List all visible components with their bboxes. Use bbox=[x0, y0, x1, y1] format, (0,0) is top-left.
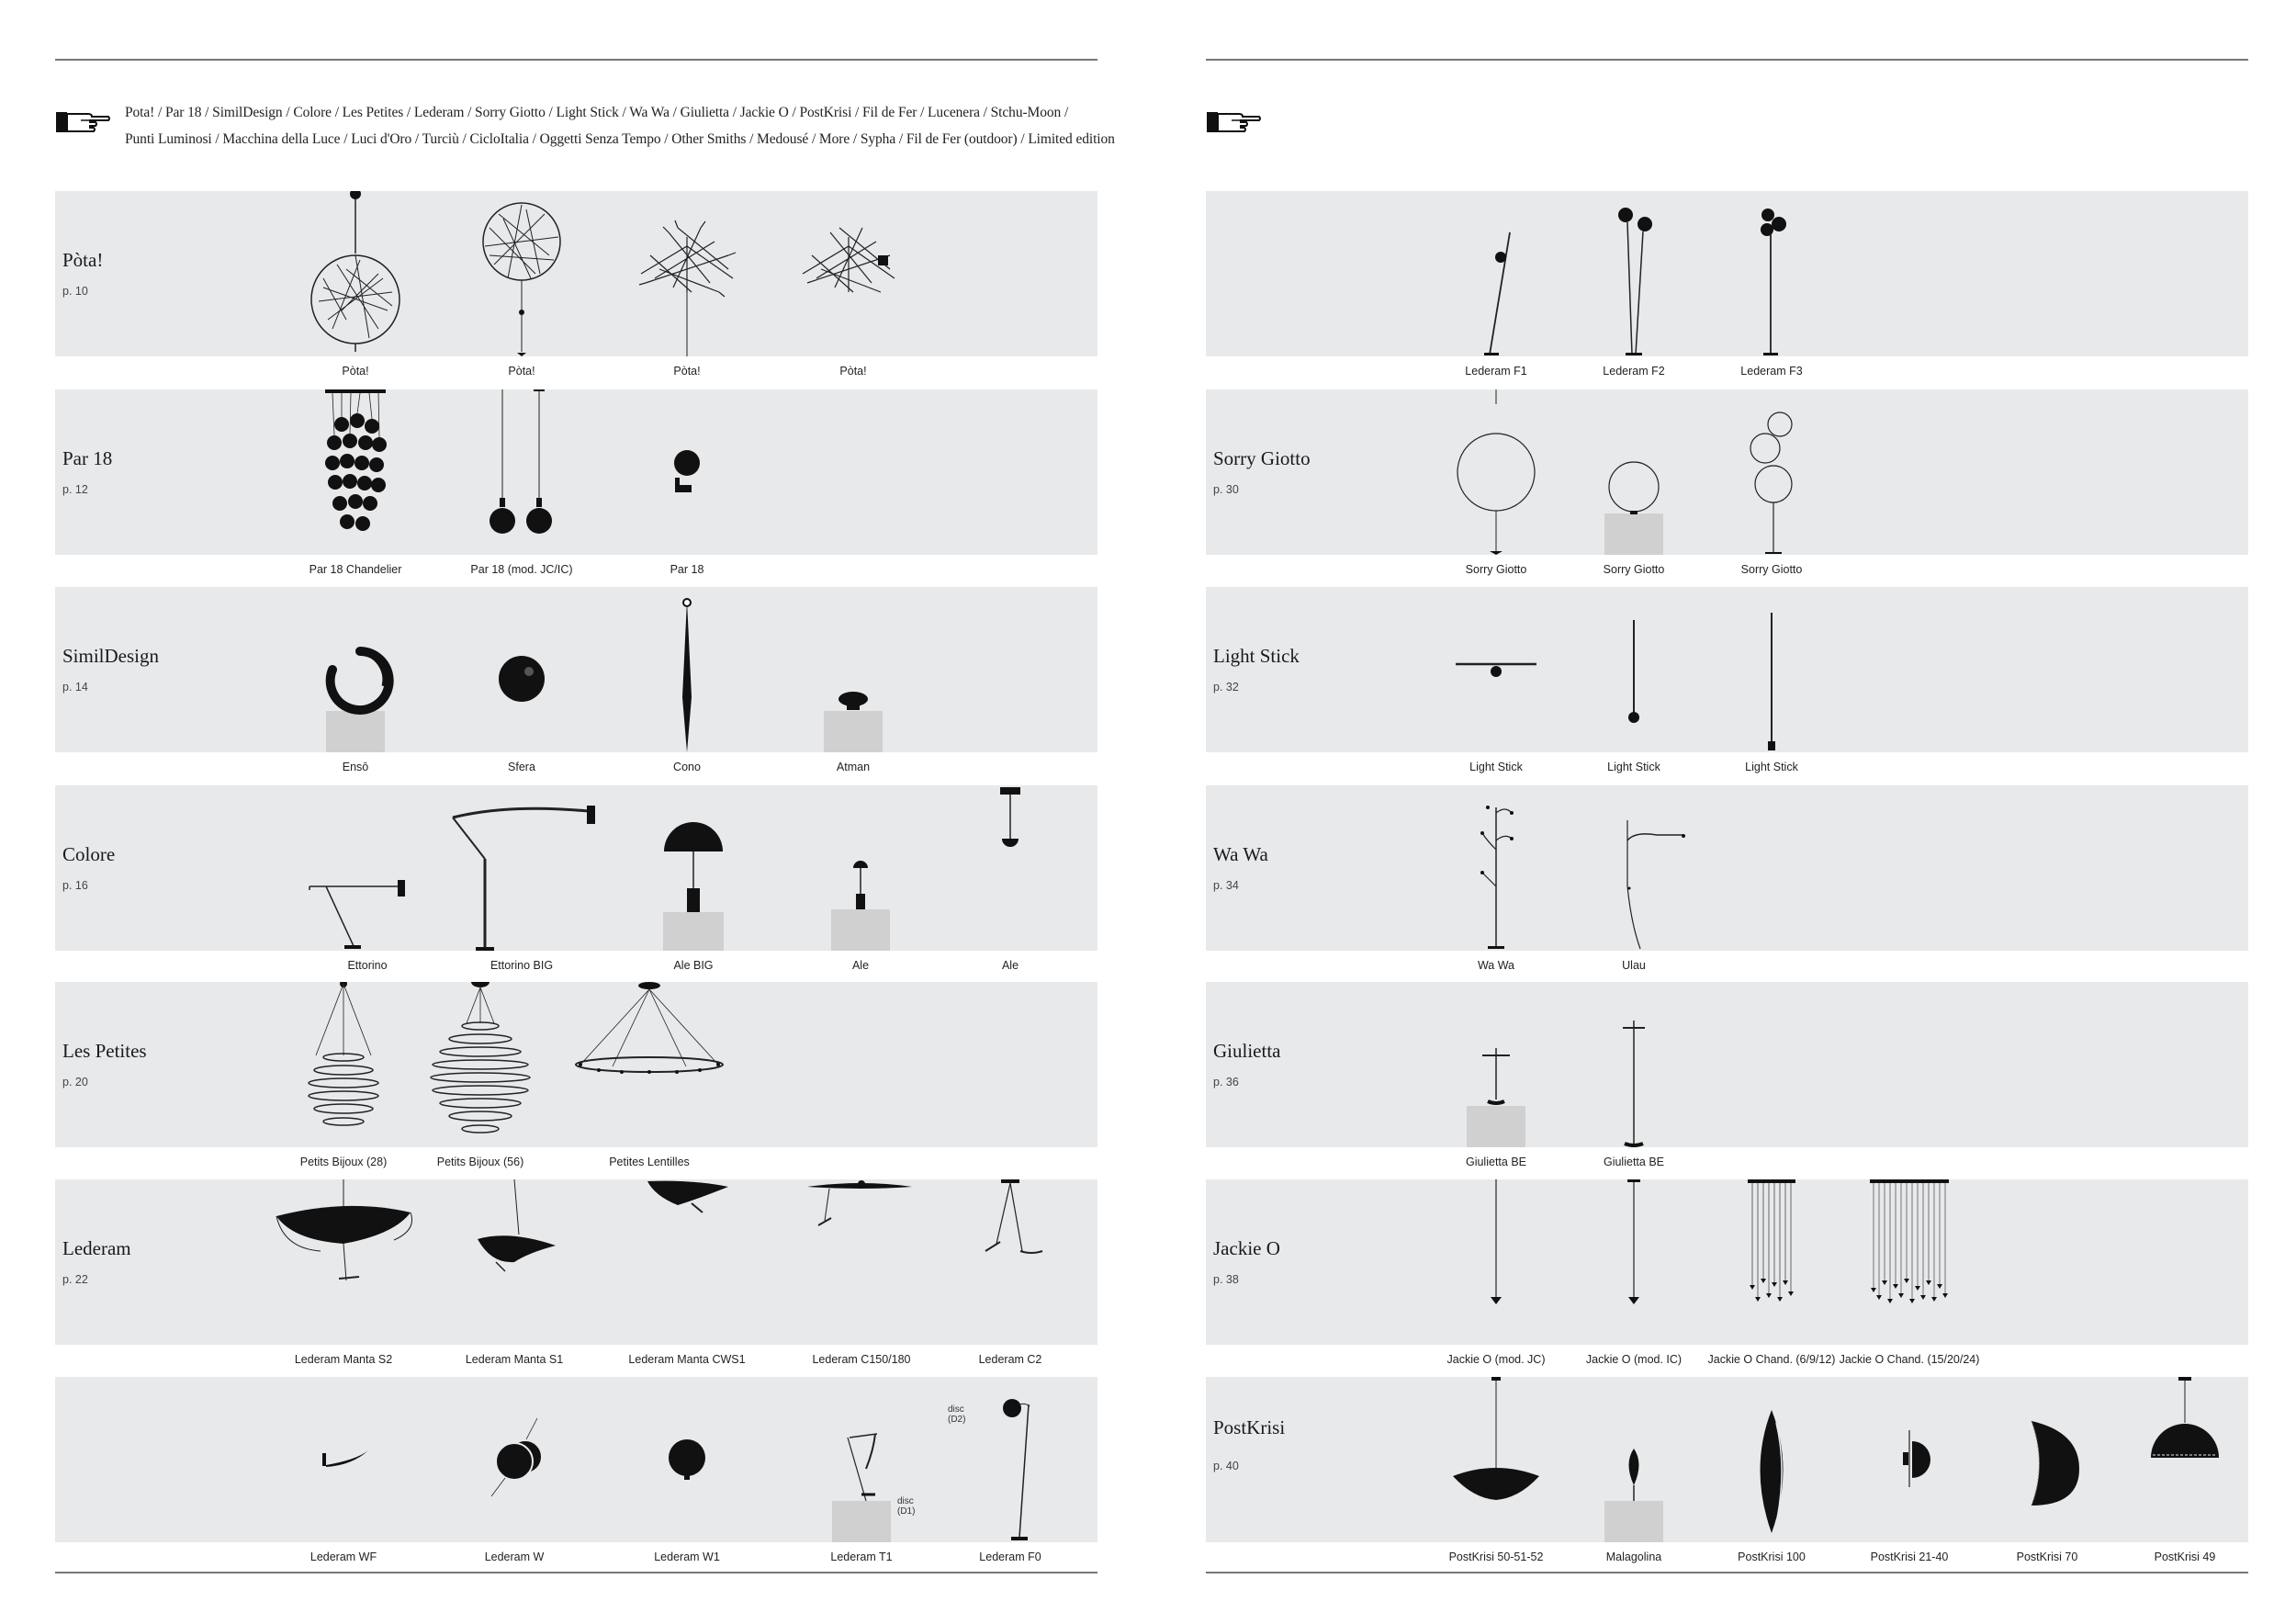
product-caption: Cono bbox=[673, 761, 701, 773]
ulau-lamp-icon bbox=[1547, 785, 1721, 951]
product-item[interactable] bbox=[434, 587, 609, 784]
product-caption: Lederam C150/180 bbox=[812, 1353, 911, 1366]
pointing-hand-icon bbox=[1206, 105, 1261, 136]
cono-lamp-icon bbox=[600, 587, 774, 752]
product-item[interactable] bbox=[600, 1377, 774, 1574]
product-caption: Lederam W bbox=[484, 1551, 545, 1563]
petits-bijoux-56-icon bbox=[393, 982, 568, 1147]
product-item[interactable] bbox=[434, 785, 609, 983]
par18-pendant-icon bbox=[434, 389, 609, 555]
ale-lamp-icon bbox=[773, 785, 948, 951]
product-caption: Ale bbox=[851, 959, 870, 972]
section-page: p. 22 bbox=[62, 1273, 88, 1286]
product-item[interactable] bbox=[1547, 982, 1721, 1179]
product-caption: PostKrisi 100 bbox=[1738, 1551, 1806, 1563]
lederam-manta-s2-icon bbox=[256, 1179, 431, 1345]
product-caption: Jackie O (mod. JC) bbox=[1446, 1353, 1546, 1366]
product-item[interactable] bbox=[393, 982, 568, 1179]
section-page: p. 34 bbox=[1213, 879, 1239, 892]
section-title: Pòta! bbox=[62, 249, 104, 271]
product-caption: Sorry Giotto bbox=[1603, 563, 1665, 576]
section-title: Light Stick bbox=[1213, 645, 1300, 667]
product-caption: Giulietta BE bbox=[1465, 1156, 1526, 1168]
product-caption: Lederam F0 bbox=[979, 1551, 1041, 1563]
product-row-giulietta bbox=[1206, 982, 2248, 1179]
product-caption: Lederam Manta CWS1 bbox=[628, 1353, 746, 1366]
disc-d1-label: disc (D1) bbox=[897, 1496, 916, 1517]
section-title: Jackie O bbox=[1213, 1237, 1280, 1259]
section-page: p. 40 bbox=[1213, 1460, 1239, 1472]
product-caption: Light Stick bbox=[1745, 761, 1798, 773]
ale-big-lamp-icon bbox=[606, 785, 781, 951]
bottom-rule bbox=[55, 1572, 1097, 1573]
pota-branch-lamp-icon bbox=[600, 191, 774, 356]
section-page: p. 30 bbox=[1213, 483, 1239, 496]
product-item[interactable] bbox=[1822, 1179, 1997, 1377]
product-item[interactable] bbox=[280, 785, 455, 983]
product-item[interactable] bbox=[256, 1179, 431, 1377]
section-page: p. 36 bbox=[1213, 1076, 1239, 1088]
product-item[interactable] bbox=[1684, 191, 1859, 389]
sorry-giotto-floor-icon bbox=[1684, 389, 1859, 555]
product-caption: Par 18 (mod. JC/IC) bbox=[470, 563, 573, 576]
product-item[interactable] bbox=[766, 587, 940, 784]
section-page: p. 14 bbox=[62, 681, 88, 694]
collection-index bbox=[125, 99, 1115, 152]
postkrisi-49-icon bbox=[2098, 1377, 2272, 1542]
lederam-f0-icon bbox=[923, 1377, 1097, 1542]
product-caption: Lederam T1 bbox=[830, 1551, 893, 1563]
pota-branch-wall-lamp-icon bbox=[766, 191, 940, 356]
section-title: Lederam bbox=[62, 1237, 131, 1259]
product-caption: Lederam WF bbox=[310, 1551, 377, 1563]
product-caption: Lederam F3 bbox=[1740, 365, 1803, 378]
product-row-lederam-floor bbox=[1206, 191, 2248, 389]
pota-sphere-lamp-icon bbox=[434, 191, 609, 356]
product-item[interactable] bbox=[923, 785, 1097, 983]
product-caption: Atman bbox=[836, 761, 871, 773]
product-caption: PostKrisi 70 bbox=[2016, 1551, 2078, 1563]
collection-index-line-1: Pota! / Par 18 / SimilDesign / Colore / Les Petites / Lederam / Sorry Giotto / Light Stick / Wa Wa / Giulietta / Jackie O / PostKrisi / Fil de Fer / Lucenera / Stchu-Moon / bbox=[125, 105, 1069, 120]
section-title: Giulietta bbox=[1213, 1040, 1281, 1062]
product-caption: Lederam C2 bbox=[978, 1353, 1042, 1366]
product-item[interactable] bbox=[268, 587, 443, 784]
section-page: p. 32 bbox=[1213, 681, 1239, 694]
product-caption: Petits Bijoux (56) bbox=[436, 1156, 524, 1168]
product-caption: Light Stick bbox=[1607, 761, 1660, 773]
bottom-rule bbox=[1206, 1572, 2248, 1573]
giulietta-be-floor-icon bbox=[1547, 982, 1721, 1147]
product-caption: Sorry Giotto bbox=[1465, 563, 1527, 576]
sfera-lamp-icon bbox=[434, 587, 609, 752]
atman-lamp-icon bbox=[766, 587, 940, 752]
product-row-lederam-wall bbox=[55, 1377, 1097, 1574]
product-item[interactable] bbox=[923, 1377, 1097, 1574]
top-rule bbox=[55, 59, 1097, 61]
product-item[interactable] bbox=[434, 191, 609, 389]
product-row-par18 bbox=[55, 389, 1097, 587]
product-caption: Malagolina bbox=[1605, 1551, 1662, 1563]
product-caption: Ettorino bbox=[347, 959, 388, 972]
product-caption: Wa Wa bbox=[1477, 959, 1515, 972]
lederam-manta-cws1-icon bbox=[600, 1179, 774, 1345]
ettorino-lamp-icon bbox=[280, 785, 455, 951]
enso-lamp-icon bbox=[268, 587, 443, 752]
product-caption: Jackie O Chand. (6/9/12) bbox=[1707, 1353, 1836, 1366]
product-caption: Par 18 Chandelier bbox=[309, 563, 402, 576]
product-caption: Pòta! bbox=[673, 365, 701, 378]
lederam-manta-s1-icon bbox=[427, 1179, 602, 1345]
product-item[interactable] bbox=[600, 191, 774, 389]
product-item[interactable] bbox=[600, 389, 774, 587]
lederam-w1-icon bbox=[600, 1377, 774, 1542]
jackie-o-chandelier-large-icon bbox=[1822, 1179, 1997, 1345]
par18-wall-lamp-icon bbox=[600, 389, 774, 555]
section-page: p. 20 bbox=[62, 1076, 88, 1088]
lederam-wf-icon bbox=[256, 1377, 431, 1542]
lederam-c2-icon bbox=[923, 1179, 1097, 1345]
product-item[interactable] bbox=[600, 587, 774, 784]
product-item[interactable] bbox=[2098, 1377, 2272, 1574]
section-page: p. 16 bbox=[62, 879, 88, 892]
product-caption: Pòta! bbox=[342, 365, 369, 378]
product-item[interactable] bbox=[268, 389, 443, 587]
lederam-f3-icon bbox=[1684, 191, 1859, 356]
product-caption: Ale bbox=[1001, 959, 1019, 972]
section-title: Par 18 bbox=[62, 447, 113, 469]
product-item[interactable] bbox=[766, 191, 940, 389]
section-title: SimilDesign bbox=[62, 645, 160, 667]
product-row-les-petites bbox=[55, 982, 1097, 1179]
disc-d2-label: disc (D2) bbox=[948, 1404, 966, 1425]
product-item[interactable] bbox=[1684, 587, 1859, 784]
product-row-light-stick bbox=[1206, 587, 2248, 784]
product-caption: Lederam Manta S1 bbox=[465, 1353, 564, 1366]
light-stick-floor-icon bbox=[1684, 587, 1859, 752]
section-title: PostKrisi bbox=[1213, 1416, 1286, 1438]
product-caption: Jackie O Chand. (15/20/24) bbox=[1839, 1353, 1980, 1366]
section-title: Colore bbox=[62, 843, 116, 865]
product-row-colore bbox=[55, 785, 1097, 983]
product-caption: PostKrisi 50-51-52 bbox=[1448, 1551, 1544, 1563]
product-item[interactable] bbox=[427, 1179, 602, 1377]
section-page: p. 38 bbox=[1213, 1273, 1239, 1286]
product-item[interactable] bbox=[1684, 389, 1859, 587]
product-item[interactable] bbox=[773, 785, 948, 983]
product-row-pota bbox=[55, 191, 1097, 389]
product-caption: Ulau bbox=[1622, 959, 1646, 972]
product-item[interactable] bbox=[562, 982, 737, 1179]
product-item[interactable] bbox=[268, 191, 443, 389]
ale-pendant-icon bbox=[923, 785, 1097, 951]
product-caption: Ale BIG bbox=[673, 959, 714, 972]
product-caption: Pòta! bbox=[839, 365, 867, 378]
pointing-hand-icon bbox=[55, 105, 110, 136]
product-caption: Sfera bbox=[508, 761, 535, 773]
product-caption: Par 18 bbox=[670, 563, 704, 576]
product-caption: Jackie O (mod. IC) bbox=[1585, 1353, 1683, 1366]
product-row-sorry-giotto bbox=[1206, 389, 2248, 587]
par18-chandelier-icon bbox=[268, 389, 443, 555]
top-rule bbox=[1206, 59, 2248, 61]
product-item[interactable] bbox=[923, 1179, 1097, 1377]
left-page bbox=[55, 0, 1115, 1624]
section-page: p. 10 bbox=[62, 285, 88, 298]
section-title: Les Petites bbox=[62, 1040, 147, 1062]
product-item[interactable] bbox=[606, 785, 781, 983]
product-caption: Lederam W1 bbox=[654, 1551, 720, 1563]
collection-index-line-2: Punti Luminosi / Macchina della Luce / Luci d'Oro / Turciù / CicloItalia / Oggetti Senza Tempo / Other Smiths / Medousé / More / Sypha / Fil de Fer (outdoor) / Limited edition bbox=[125, 131, 1115, 147]
lederam-w-icon bbox=[427, 1377, 602, 1542]
ettorino-big-lamp-icon bbox=[434, 785, 609, 951]
product-caption: Pòta! bbox=[508, 365, 535, 378]
pota-sphere-lamp-icon bbox=[268, 191, 443, 356]
product-item[interactable] bbox=[600, 1179, 774, 1377]
product-row-lederam bbox=[55, 1179, 1097, 1377]
product-caption: Lederam F1 bbox=[1465, 365, 1527, 378]
product-caption: Giulietta BE bbox=[1603, 1156, 1664, 1168]
product-caption: PostKrisi 21-40 bbox=[1870, 1551, 1949, 1563]
section-title: Wa Wa bbox=[1213, 843, 1268, 865]
product-row-jackie-o bbox=[1206, 1179, 2248, 1377]
product-caption: Lederam F2 bbox=[1603, 365, 1665, 378]
right-page bbox=[1206, 0, 2248, 1624]
product-item[interactable] bbox=[434, 389, 609, 587]
product-item[interactable] bbox=[1547, 785, 1721, 983]
product-caption: Petits Bijoux (28) bbox=[299, 1156, 388, 1168]
product-caption: Sorry Giotto bbox=[1740, 563, 1803, 576]
product-item[interactable] bbox=[256, 1377, 431, 1574]
petites-lentilles-icon bbox=[562, 982, 737, 1147]
section-page: p. 12 bbox=[62, 483, 88, 496]
product-row-similidesign bbox=[55, 587, 1097, 784]
section-title: Sorry Giotto bbox=[1213, 447, 1311, 469]
product-row-wa-wa bbox=[1206, 785, 2248, 983]
product-caption: Light Stick bbox=[1469, 761, 1523, 773]
product-caption: Petites Lentilles bbox=[609, 1156, 690, 1168]
product-caption: Ettorino BIG bbox=[490, 959, 554, 972]
product-caption: Lederam Manta S2 bbox=[294, 1353, 393, 1366]
product-caption: PostKrisi 49 bbox=[2154, 1551, 2216, 1563]
product-row-postkrisi bbox=[1206, 1377, 2248, 1574]
product-caption: Ensō bbox=[342, 761, 369, 773]
